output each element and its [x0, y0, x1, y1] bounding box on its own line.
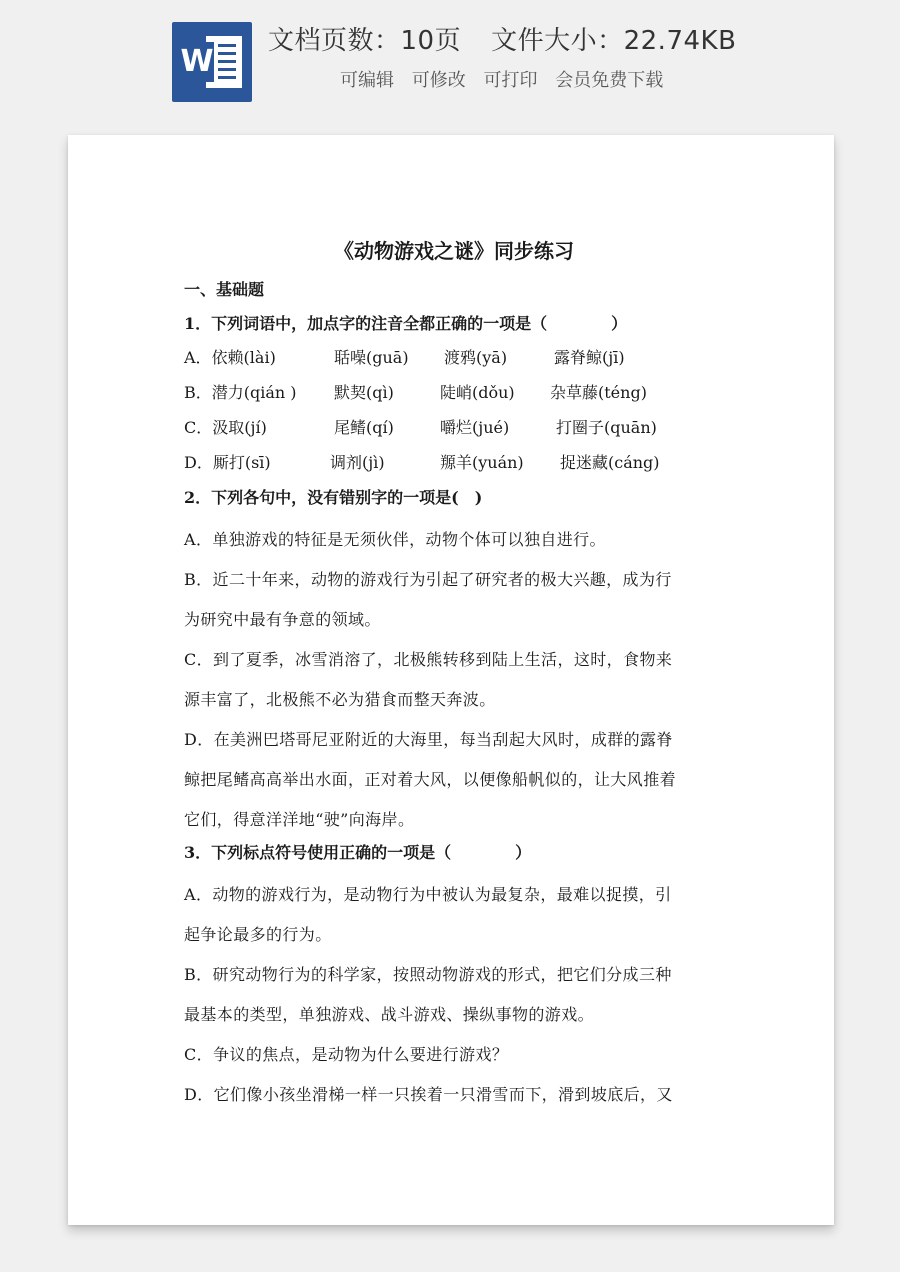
- file-size: 文件大小：22.74KB: [491, 26, 737, 56]
- q2-text-line: A．单独游戏的特征是无须伙伴，动物个体可以独自进行。: [184, 530, 606, 549]
- question-3-stem: 3．下列标点符号使用正确的一项是（ ）: [184, 843, 532, 862]
- question-2-stem: 2．下列各句中，没有错别字的一项是( ): [184, 488, 483, 507]
- feature-list: [340, 66, 671, 92]
- q1-option-c-word-4: 打圈子(quān): [556, 418, 657, 437]
- q1-option-a-word-2: 聒噪(guā): [334, 348, 409, 367]
- q1-option-a-word-3: 渡鸦(yā): [444, 348, 508, 367]
- document-page: [68, 135, 834, 1225]
- word-logo-letter: W: [180, 42, 214, 82]
- feature-modifiable: 可修改: [411, 70, 466, 91]
- q1-option-c-word-1: C．汲取(jí): [184, 418, 267, 437]
- q1-option-row: [184, 415, 744, 439]
- q2-text-line: 鲸把尾鳍高高举出水面，正对着大风，以便像船帆似的，让大风推着: [184, 770, 677, 789]
- feature-free-download: 会员免费下载: [555, 70, 664, 91]
- q1-option-d-word-2: 调剂(jì): [330, 453, 385, 472]
- q1-option-b-word-4: 杂草藤(téng): [550, 383, 647, 402]
- q3-text-line: B．研究动物行为的科学家，按照动物游戏的形式，把它们分成三种: [184, 965, 672, 984]
- q1-option-row: [184, 380, 744, 404]
- q2-text-line: 为研究中最有争意的领域。: [184, 610, 381, 629]
- q1-option-d-word-4: 捉迷藏(cáng): [560, 453, 660, 472]
- feature-printable: 可打印: [483, 70, 538, 91]
- document-title: 《动物游戏之谜》同步练习: [334, 239, 574, 263]
- q1-option-b-word-3: 陡峭(dǒu): [440, 383, 515, 402]
- q2-text-line: 它们，得意洋洋地“驶”向海岸。: [184, 810, 415, 829]
- q3-text-line: 最基本的类型，单独游戏、战斗游戏、操纵事物的游戏。: [184, 1005, 595, 1024]
- q2-text-line: 源丰富了，北极熊不必为猎食而整天奔波。: [184, 690, 496, 709]
- q2-text-line: B．近二十年来，动物的游戏行为引起了研究者的极大兴趣，成为行: [184, 570, 672, 589]
- q1-option-b-word-1: B．潜力(qián ): [184, 383, 297, 402]
- q3-text-line: A．动物的游戏行为，是动物行为中被认为最复杂，最难以捉摸，引: [184, 885, 672, 904]
- q1-option-d-word-3: 羱羊(yuán): [440, 453, 524, 472]
- word-icon: [172, 22, 252, 102]
- q3-text-line: C．争议的焦点，是动物为什么要进行游戏？: [184, 1045, 509, 1064]
- q1-option-c-word-3: 嚼烂(jué): [440, 418, 510, 437]
- q3-text-line: 起争论最多的行为。: [184, 925, 332, 944]
- q1-option-c-word-2: 尾鳍(qí): [334, 418, 394, 437]
- q1-option-d-word-1: D．厮打(sī): [184, 453, 271, 472]
- q2-text-line: D．在美洲巴塔哥尼亚附近的大海里，每当刮起大风时，成群的露脊: [184, 730, 673, 749]
- q1-option-row: [184, 345, 744, 369]
- section-heading: 一、基础题: [184, 280, 265, 299]
- q3-text-line: D．它们像小孩坐滑梯一样一只挨着一只滑雪而下，滑到坡底后，又: [184, 1085, 673, 1104]
- page-count: 文档页数：10页: [268, 26, 462, 56]
- q1-option-a-word-4: 露脊鲸(jī): [554, 348, 625, 367]
- q1-option-a-word-1: A．依赖(lài): [184, 348, 276, 367]
- q1-option-row: [184, 450, 744, 474]
- q2-text-line: C．到了夏季，冰雪消溶了，北极熊转移到陆上生活，这时，食物来: [184, 650, 673, 669]
- q1-option-b-word-2: 默契(qì): [334, 383, 394, 402]
- download-header: [0, 0, 900, 120]
- feature-editable: 可编辑: [340, 70, 394, 91]
- question-1-stem: 1．下列词语中，加点字的注音全都正确的一项是（ ）: [184, 314, 628, 333]
- file-meta: [268, 20, 736, 57]
